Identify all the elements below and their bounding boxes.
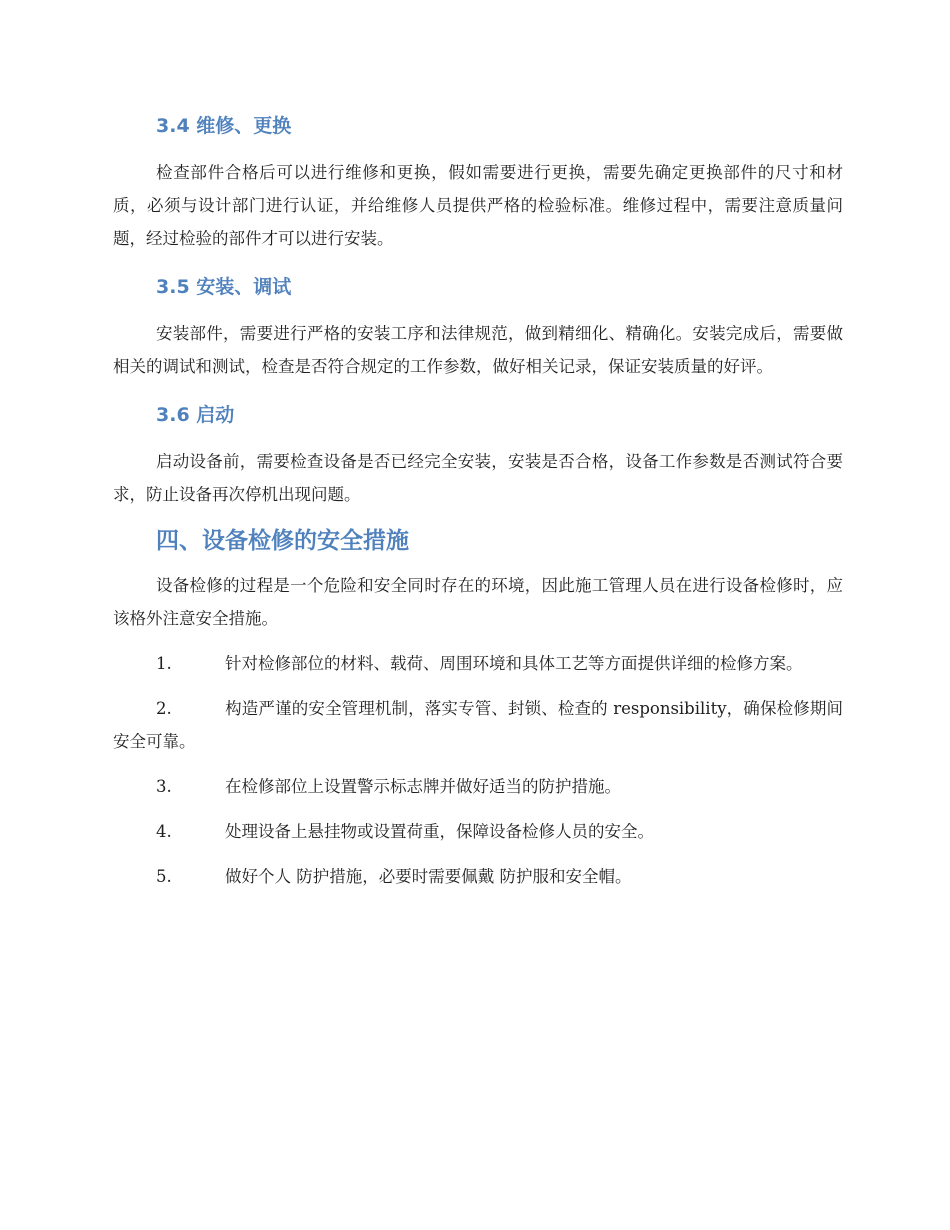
- list-item-number: 4.: [156, 822, 172, 841]
- list-item-number: 2.: [156, 699, 172, 718]
- list-item: [113, 692, 843, 758]
- section-heading-3-4: 3.4 维修、更换: [156, 115, 292, 137]
- section-heading-3-5: 3.5 安装、调试: [156, 276, 292, 298]
- list-item-number: 3.: [156, 777, 172, 796]
- list-item: [113, 770, 843, 803]
- list-item: [113, 647, 843, 680]
- section-body-3-6: 启动设备前，需要检查设备是否已经完全安装，安装是否合格，设备工作参数是否测试符合要求，防止设备再次停机出现问题。: [113, 452, 843, 504]
- section-body-3-5: 安装部件，需要进行严格的安装工序和法律规范，做到精细化、精确化。安装完成后，需要做相关的调试和测试，检查是否符合规定的工作参数，做好相关记录，保证安装质量的好评。: [113, 324, 843, 376]
- document-page: [113, 108, 843, 893]
- section-body-3-4: 检查部件合格后可以进行维修和更换，假如需要进行更换，需要先确定更换部件的尺寸和材质，必须与设计部门进行认证，并给维修人员提供严格的检验标准。维修过程中，需要注意质量问题，经过检验的部件才可以进行安装。: [113, 163, 843, 248]
- list-item: [113, 815, 843, 848]
- list-item-text: 做好个人 防护措施，必要时需要佩戴 防护服和安全帽。: [225, 867, 632, 886]
- chapter-intro-4: 设备检修的过程是一个危险和安全同时存在的环境，因此施工管理人员在进行设备检修时，应该格外注意安全措施。: [113, 576, 843, 628]
- list-item-number: 1.: [156, 654, 172, 673]
- list-item: [113, 860, 843, 893]
- list-item-text: 在检修部位上设置警示标志牌并做好适当的防护措施。: [225, 777, 621, 796]
- list-item-text: 针对检修部位的材料、载荷、周围环境和具体工艺等方面提供详细的检修方案。: [225, 654, 803, 673]
- section-heading-3-6: 3.6 启动: [156, 404, 235, 426]
- list-item-text: 构造严谨的安全管理机制，落实专管、封锁、检查的 responsibility，确保检修期间安全可靠。: [113, 699, 843, 751]
- list-item-text: 处理设备上悬挂物或设置荷重，保障设备检修人员的安全。: [225, 822, 654, 841]
- list-item-number: 5.: [156, 867, 172, 886]
- chapter-heading-4: 四、设备检修的安全措施: [156, 528, 409, 554]
